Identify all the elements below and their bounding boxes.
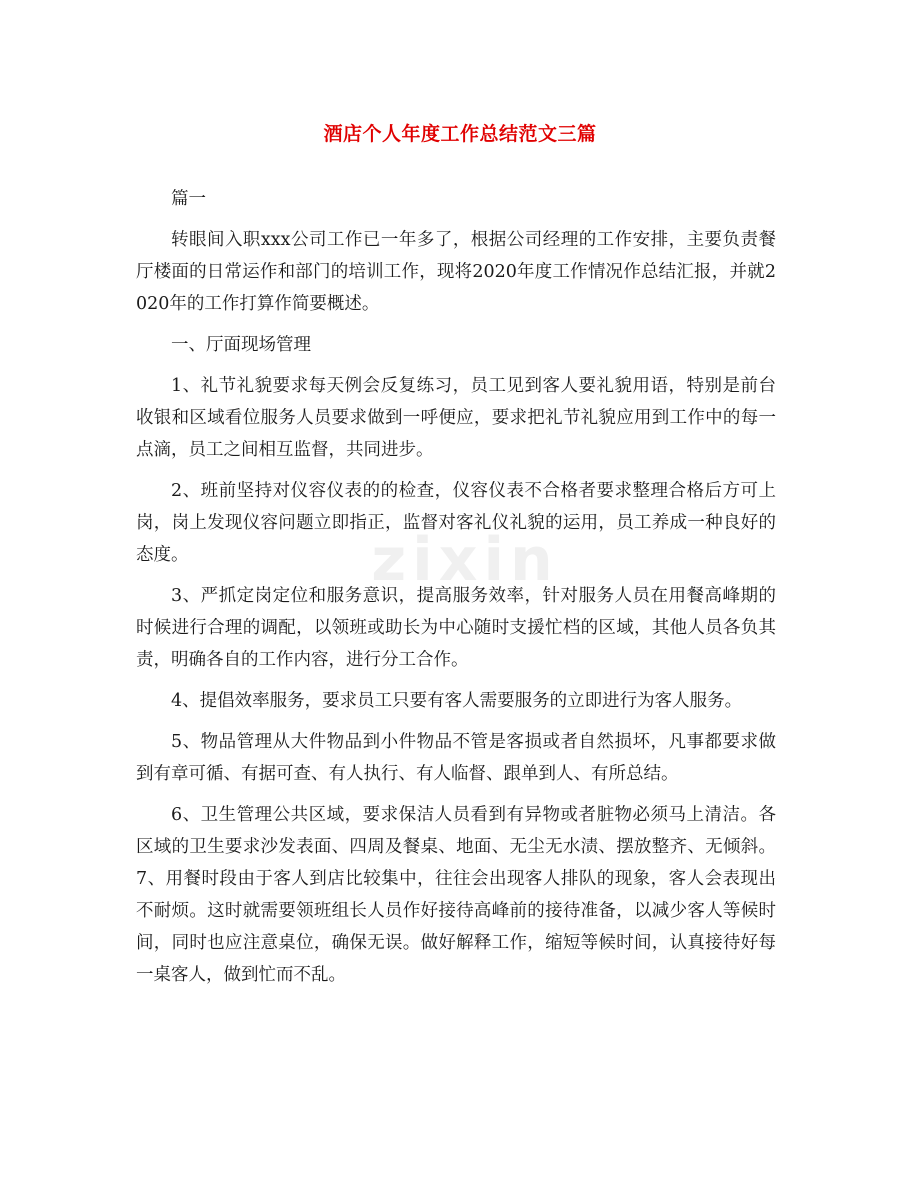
intro-paragraph: 转眼间入职xxx公司工作已一年多了，根据公司经理的工作安排，主要负责餐厅楼面的日常运作和部门的培训工作，现将2020年度工作情况作总结汇报，并就2020年的工作打算作简要概述。 [136,230,776,314]
paragraph-item-5: 5、物品管理从大件物品到小件物品不管是客损或者自然损坏，凡事都要求做到有章可循、有据可查、有人执行、有人临督、跟单到人、有所总结。 [136,732,776,784]
document-body [136,183,776,1000]
paragraph-item-2: 2、班前坚持对仪容仪表的的检查，仪容仪表不合格者要求整理合格后方可上岗，岗上发现仪容问题立即指正，监督对客礼仪礼貌的运用，员工养成一种良好的态度。 [136,481,776,565]
paragraph-item-6-7: 6、卫生管理公共区域，要求保洁人员看到有异物或者脏物必须马上清洁。各区域的卫生要求沙发表面、四周及餐桌、地面、无尘无水渍、摆放整齐、无倾斜。7、用餐时段由于客人到店比较集中，往往会出现客人排队的现象，客人会表现出不耐烦。这时就需要领班组长人员作好接待高峰前的接待准备，以减少客人等候时间，同时也应注意桌位，确保无误。做好解释工作，缩短等候时间，认真接待好每一桌客人，做到忙而不乱。 [136,805,776,985]
paragraph-item-3: 3、严抓定岗定位和服务意识，提高服务效率，针对服务人员在用餐高峰期的时候进行合理的调配，以领班或助长为中心随时支援忙档的区域，其他人员各负其责，明确各自的工作内容，进行分工合作。 [136,586,776,670]
section-heading-floor-management: 一、厅面现场管理 [171,335,311,355]
paragraph-item-1: 1、礼节礼貌要求每天例会反复练习，员工见到客人要礼貌用语，特别是前台收银和区域看位服务人员要求做到一呼便应，要求把礼节礼貌应用到工作中的每一点滴，员工之间相互监督，共同进步。 [136,376,776,460]
document-title: 酒店个人年度工作总结范文三篇 [323,123,597,145]
paragraph-item-4: 4、提倡效率服务，要求员工只要有客人需要服务的立即进行为客人服务。 [171,691,743,711]
watermark-logo: zixin [371,525,559,595]
section-heading-part-one: 篇一 [171,189,206,209]
